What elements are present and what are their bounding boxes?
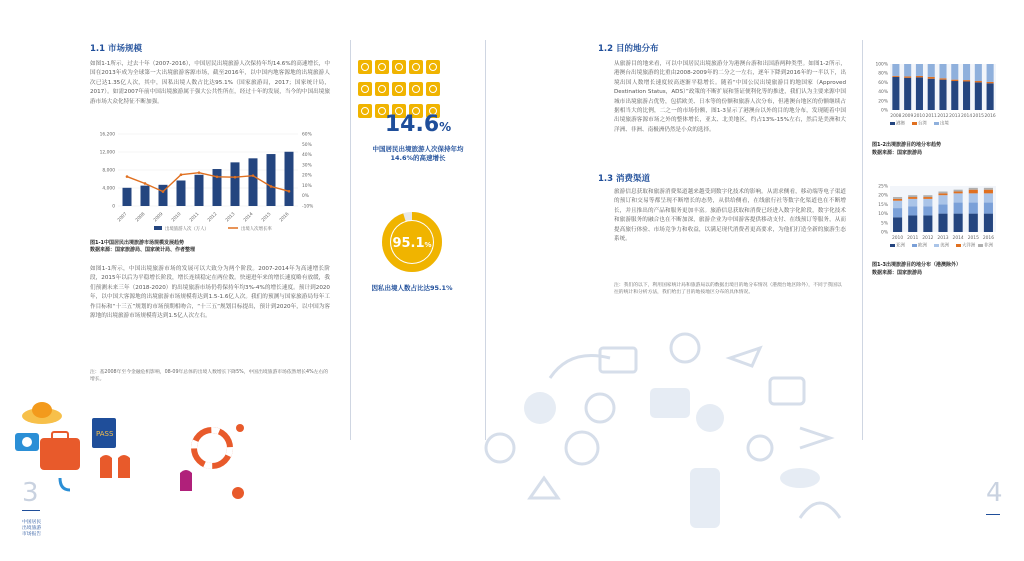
legend-swatch <box>912 244 917 247</box>
x-tick-label: 2016 <box>984 114 996 119</box>
plane-icon <box>730 348 760 366</box>
bar <box>195 175 204 206</box>
stacked-bar-segment <box>954 214 963 232</box>
image-icon <box>600 348 636 372</box>
stacked-bar-segment <box>938 193 947 195</box>
stacked-bar-segment <box>963 64 970 80</box>
figure-1-1-source: 数据来源：国家旅游局、国家统计局、作者整理 <box>90 247 196 253</box>
y-tick-label: 0 <box>112 204 115 210</box>
passport-icon <box>375 60 389 74</box>
section-title-channels: 1.3 消费渠道 <box>598 174 651 184</box>
x-tick-label: 2013 <box>224 211 237 224</box>
stacked-bar-segment <box>954 193 963 202</box>
legend-label: 台湾 <box>918 121 927 127</box>
passport-icon <box>392 60 406 74</box>
car-icon <box>770 378 804 404</box>
growth-stat-unit: % <box>439 120 452 134</box>
x-tick-label: 2008 <box>134 211 147 224</box>
brand-line: 市场报告 <box>22 532 42 537</box>
line-point <box>144 182 147 185</box>
figure-1-2-caption: 图1-2出境旅游目的地分布趋势 <box>872 142 942 148</box>
growth-stat-value: 14.6 <box>384 112 440 137</box>
page-number-rule <box>986 514 1000 515</box>
line-point <box>234 176 237 179</box>
page-number-rule <box>22 510 40 511</box>
stacked-bar-segment <box>893 217 902 232</box>
stacked-bar-segment <box>984 203 993 214</box>
stacked-bar-segment <box>939 78 946 79</box>
euro-icon <box>566 432 598 464</box>
legend-label: 美洲 <box>940 243 949 249</box>
stacked-bar-segment <box>975 64 982 81</box>
stacked-bar-segment <box>923 197 932 199</box>
x-tick-label: 2013 <box>937 236 949 241</box>
legend-label: 亚洲 <box>896 243 905 249</box>
column-divider <box>862 40 863 440</box>
stacked-bar-segment <box>938 214 947 232</box>
destination-trend-chart <box>870 60 1000 130</box>
figure-1-1-caption: 图1-1中国居民出境旅游市场规模发展趋势 <box>90 240 185 246</box>
stacked-bar-segment <box>954 203 963 214</box>
private-travel-label: 因私出境人数占比达95.1% <box>371 284 453 292</box>
shell-icon <box>236 424 244 432</box>
passport-icon <box>409 82 423 96</box>
stacked-bar-segment <box>939 64 946 78</box>
y-tick-label: 10% <box>878 212 888 218</box>
x-tick-label: 2011 <box>907 236 919 241</box>
stacked-bar-segment <box>969 214 978 232</box>
legend-label: 非洲 <box>984 243 993 249</box>
passport-icon <box>426 82 440 96</box>
legend-swatch <box>978 244 983 247</box>
passport-icon <box>392 82 406 96</box>
stacked-bar-segment <box>892 64 899 76</box>
y-tick-label: 0% <box>881 108 888 114</box>
bar <box>249 158 258 206</box>
stacked-bar-segment <box>963 80 970 81</box>
bottle-icon <box>690 468 720 528</box>
y2-tick-label: 50% <box>302 142 312 148</box>
line-point <box>252 174 255 177</box>
tent-icon <box>530 478 558 498</box>
stacked-bar-segment <box>954 190 963 192</box>
bar <box>285 152 294 206</box>
y-tick-label: 60% <box>878 80 888 86</box>
stacked-bar-segment <box>908 195 917 197</box>
stacked-bar-segment <box>916 77 923 110</box>
stacked-bar-segment <box>954 192 963 194</box>
legend-swatch <box>934 244 939 247</box>
x-tick-label: 2014 <box>952 236 964 241</box>
stacked-bar-segment <box>938 192 947 194</box>
x-tick-label: 2012 <box>206 211 219 224</box>
legend-swatch <box>890 244 895 247</box>
destinations-paragraph: 从旅游目的地来看，可以中国居民出境旅游分为港澳台游和出国游两种类型。如图1-2所示，港澳台出境旅游的比重由2008-2009年的二分之一左右，逐年下降到2016年的一半以下，出境出国人数增长速度较高逐渐平稳增长。随着“中国公民出境旅游目的地国家（Approved Destination Status，ADS）”政策的不断扩展和签证便利化等的推进，我们认为主要来源中国城市出境旅游占优势，包括欧美、日本等的份额和旅游人次分布，但港澳台地区的份额继续占据相当大的比例，二之一的市场份额，图1-3显示了港澳台以外的目的地分布，发现随着中国出境旅游客源市场之外的整体增长，亚太、北美地区，约占13%-15%左右，然后是美洲和大洋洲、非洲、南极洲仍然是小众的选择。 <box>614 61 846 133</box>
stacked-bar-segment <box>904 78 911 110</box>
bar <box>123 188 132 206</box>
brand-line: 出境旅游 <box>22 526 42 531</box>
stacked-bar-segment <box>908 215 917 232</box>
stacked-bar-segment <box>969 190 978 194</box>
anchor-icon <box>60 478 70 490</box>
section-title-market-size: 1.1 市场规模 <box>90 44 143 54</box>
stacked-bar-segment <box>951 64 958 80</box>
line-point <box>270 185 273 188</box>
crab-icon <box>232 487 244 499</box>
stacked-bar-segment <box>893 201 902 208</box>
y-tick-label: 16,200 <box>99 132 115 138</box>
stacked-bar-segment <box>984 188 993 190</box>
y2-tick-label: -10% <box>302 204 314 210</box>
passport-icon <box>426 60 440 74</box>
stacked-bar-segment <box>923 206 932 215</box>
suitcase-icon <box>40 438 80 470</box>
donut-value: 95.1 <box>392 236 425 251</box>
x-tick-label: 2015 <box>972 114 984 119</box>
stacked-bar-segment <box>928 64 935 77</box>
growth-stat <box>378 112 458 137</box>
x-tick-label: 2011 <box>925 114 937 119</box>
y-tick-label: 25% <box>878 184 888 190</box>
legend-swatch <box>912 122 917 125</box>
stacked-bar-segment <box>984 214 993 232</box>
flip-flop-icon <box>100 455 112 478</box>
line-point <box>216 175 219 178</box>
bar <box>231 162 240 206</box>
stacked-bar-segment <box>987 64 994 82</box>
figure-1-3-caption: 图1-3出境旅游目的地分布（港澳除外） <box>872 262 962 268</box>
x-tick-label: 2016 <box>982 236 995 241</box>
channels-paragraph: 旅游信息获取和旅游消费渠道越来越受到数字化技术的影响。从需求侧看，移动端等电子渠道的预订和交易等都呈现不断增长的态势，从供给侧看，在线旅行社等数字化渠道也在不断增长，并且推出的产品和服务更加丰富。旅游信息获取和消费已经进入数字化阶段，数字化技术和旅游服务的融合也在不断加深，旅游企业为中国游客提供移动支付、在线预订等服务，从而提高旅行体验、市场竞争力和收益，以满足现代消费者更高要求，为他们打造全新的旅游生态系统。 <box>614 189 846 243</box>
market-size-chart <box>88 128 333 236</box>
passport-icon <box>358 82 372 96</box>
passport-icon <box>358 104 372 118</box>
line-point <box>126 175 129 178</box>
brand-block <box>22 520 41 538</box>
blimp-icon <box>780 468 820 488</box>
y-tick-label: 0% <box>881 230 888 236</box>
left-footnote: 注：基2008年至今金融危机影响，08-09年总体的出境人数增长下降5%，中国出境旅游市场依然增长4%左右的增长。 <box>90 370 329 382</box>
market-size-paragraph: 如图1-1所示，过去十年（2007-2016），中国居民出境旅游人次保持年均14.6%的高速增长，中国在2013年成为全球第一大出境旅游客源市场，截至2016年，以中国内地客源地的出境旅游人次已达1.35亿人次，其中，因私出境人数占比达95.1%（国家旅游局，2017；国家统计局，2017）。如需2007年前中国出境旅游属于强大公共性所在，经过十年的发展，当今的中国出境旅游市场大众化特征不断加强。 <box>90 61 330 105</box>
brand-line: 中国居民 <box>22 520 42 525</box>
passport-icon <box>409 60 423 74</box>
stacked-bar-segment <box>892 77 899 110</box>
line-point <box>162 190 165 193</box>
legend-label: 港澳 <box>896 121 905 127</box>
y2-tick-label: 60% <box>302 132 312 138</box>
x-tick-label: 2014 <box>242 211 255 224</box>
market-size-analysis-paragraph: 如图1-1所示，中国出境旅游市场的发展可以大致分为两个阶段。2007-2014年为高速增长阶段，2015年以后为平稳增长阶段，增长连续稳定在两位数。快速进年来的增长速度略有放缓，我们预测未来三年（2018-2020）的出境旅游市场仍将保持年均3%-4%的增长速度。预计到2020年，以中国大客源地的出境旅游市场规模将达到1.5-1.6亿人次。我们的预测与国家旅游局每年工作目标和“十三五”规划的市场预期相吻合，“十三五”规划目标提出，预计到2020年，以中国为客源地的出境旅游市场规模将达到1.5亿人次左右。 <box>90 266 330 320</box>
y-tick-label: 5% <box>881 221 888 227</box>
stacked-bar-segment <box>893 208 902 217</box>
legend-swatch <box>956 244 961 247</box>
x-tick-label: 2015 <box>260 211 273 224</box>
x-tick-label: 2012 <box>922 236 934 241</box>
luggage-icon <box>650 388 690 418</box>
line-point <box>198 171 201 174</box>
bar <box>213 169 222 206</box>
y-tick-label: 20% <box>878 99 888 105</box>
stacked-bar-segment <box>916 76 923 77</box>
y2-tick-label: 30% <box>302 163 312 169</box>
legend-label: 出境 <box>940 121 949 127</box>
x-tick-label: 2011 <box>188 211 201 224</box>
coin-icon <box>586 394 614 422</box>
page-number-left: 3 <box>22 478 39 508</box>
stacked-bar-segment <box>928 79 935 110</box>
mountain-icon <box>800 503 840 518</box>
stacked-bar-segment <box>984 190 993 194</box>
x-tick-label: 2015 <box>967 236 979 241</box>
y2-tick-label: 20% <box>302 173 312 179</box>
x-tick-label: 2013 <box>949 114 961 119</box>
y-tick-label: 100% <box>875 62 888 68</box>
travel-icon-arch <box>470 318 850 561</box>
donut-unit: % <box>424 241 432 249</box>
stacked-bar-segment <box>938 204 947 213</box>
figure-1-3-source: 数据来源：国家旅游局 <box>872 270 923 276</box>
svg-text:PASS: PASS <box>96 430 114 438</box>
x-tick-label: 2014 <box>960 114 973 119</box>
stacked-bar-segment <box>951 80 958 81</box>
section-title-destinations: 1.2 目的地分布 <box>598 44 659 54</box>
stacked-bar-segment <box>984 193 993 202</box>
x-tick-label: 2012 <box>937 114 949 119</box>
stacked-bar-segment <box>963 81 970 110</box>
world-icon <box>696 404 724 432</box>
stacked-bar-segment <box>904 76 911 77</box>
airplane-icon <box>800 428 830 448</box>
stacked-bar-segment <box>975 82 982 110</box>
y-tick-label: 8,000 <box>102 168 115 174</box>
x-tick-label: 2008 <box>890 114 902 119</box>
stacked-bar-segment <box>975 81 982 82</box>
right-footnote: 注：我们的以下，利用国家统计局和旅游局以的数据出境目的地分布情况（港澳台地区除外），不同于我国以往的统计和分析方法，我们给出了目的地按地区分布的具体情况。 <box>614 283 842 295</box>
x-tick-label: 2016 <box>278 211 291 224</box>
destination-region-chart <box>870 182 1000 252</box>
private-travel-donut <box>380 210 444 274</box>
y-tick-label: 20% <box>878 193 888 199</box>
stacked-bar-segment <box>893 197 902 199</box>
stacked-bar-segment <box>916 64 923 76</box>
y-tick-label: 40% <box>878 90 888 96</box>
y2-tick-label: 10% <box>302 183 312 189</box>
x-tick-label: 2010 <box>913 114 926 119</box>
line-point <box>288 190 291 193</box>
y2-tick-label: 0% <box>302 194 309 200</box>
stacked-bar-segment <box>893 199 902 201</box>
stacked-bar-segment <box>938 195 947 204</box>
life-ring-icon <box>194 430 230 466</box>
stacked-bar-segment <box>969 188 978 190</box>
x-tick-label: 2007 <box>116 211 129 224</box>
growth-stat-label: 中国居民出境旅游人次保持年均14.6%的高速增长 <box>372 145 464 162</box>
travel-illustration <box>0 388 280 518</box>
stacked-bar-segment <box>908 197 917 199</box>
bar <box>177 180 186 206</box>
growth-line <box>127 173 289 192</box>
stacked-bar-segment <box>969 193 978 202</box>
stacked-bar-segment <box>928 77 935 79</box>
bar <box>141 186 150 206</box>
x-tick-label: 2009 <box>902 114 914 119</box>
stacked-bar-segment <box>987 82 994 83</box>
line-point <box>180 173 183 176</box>
stacked-bar-segment <box>892 76 899 77</box>
compass-icon <box>486 434 514 462</box>
stacked-bar-segment <box>923 215 932 232</box>
legend-label: 出境人次增长率 <box>241 227 272 232</box>
legend-swatch <box>934 122 939 125</box>
x-tick-label: 2009 <box>152 211 165 224</box>
legend-label: 大洋洲 <box>962 243 976 249</box>
globe-icon <box>671 334 699 362</box>
x-tick-label: 2010 <box>891 236 904 241</box>
x-tick-label: 2010 <box>170 211 183 224</box>
stacked-bar-segment <box>923 195 932 197</box>
sandal-icon <box>180 470 192 491</box>
passport-icon <box>358 60 372 74</box>
y-tick-label: 12,000 <box>99 150 115 156</box>
stacked-bar-segment <box>908 206 917 215</box>
y-tick-label: 80% <box>878 71 888 77</box>
y-tick-label: 4,000 <box>102 186 115 192</box>
sun-icon <box>524 392 556 424</box>
stacked-bar-segment <box>904 64 911 76</box>
column-divider <box>350 40 351 440</box>
figure-1-2-source: 数据来源：国家旅游局 <box>872 150 923 156</box>
y-tick-label: 15% <box>878 202 888 208</box>
y2-tick-label: 40% <box>302 153 312 159</box>
stacked-bar-segment <box>969 203 978 214</box>
legend-label: 欧洲 <box>918 243 927 249</box>
page-number-right: 4 <box>986 478 1003 508</box>
bar <box>267 154 276 206</box>
stacked-bar-segment <box>908 199 917 206</box>
stacked-bar-segment <box>951 81 958 110</box>
stacked-bar-segment <box>923 199 932 206</box>
compass-rose-icon <box>748 436 772 460</box>
legend-swatch <box>890 122 895 125</box>
passport-icon <box>375 82 389 96</box>
legend-swatch <box>154 226 162 230</box>
stacked-bar-segment <box>939 80 946 110</box>
legend-label: 出境旅游人次（万人） <box>165 227 209 232</box>
stacked-bar-segment <box>987 83 994 110</box>
